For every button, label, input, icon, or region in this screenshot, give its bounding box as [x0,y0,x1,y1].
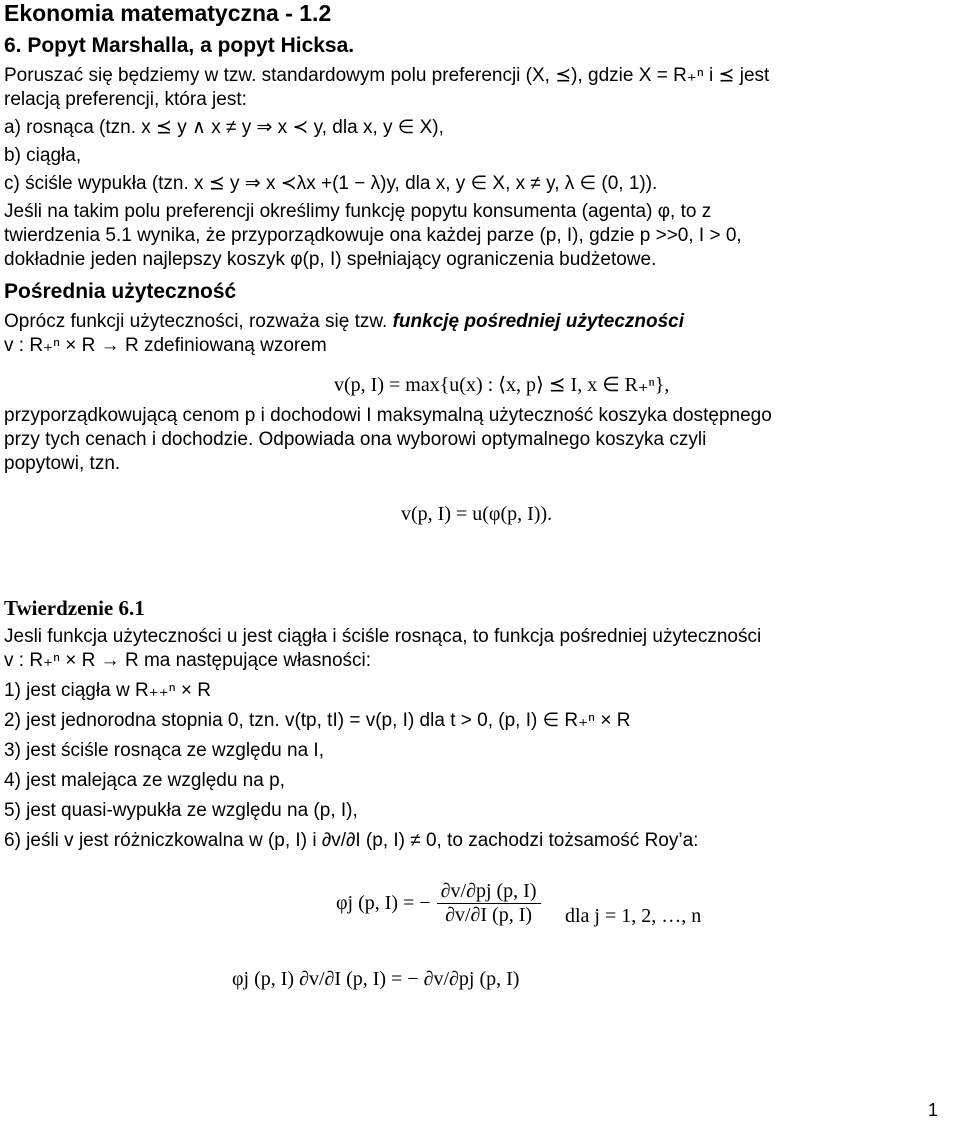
intro-item-a: a) rosnąca (tzn. x ⪯ y ∧ x ≠ y ⇒ x ≺ y, dla x, y ∈ X), [4,117,444,138]
roy-identity-product: φj (p, I) ∂v/∂I (p, I) = − ∂v/∂pj (p, I) [232,968,520,990]
indirect-line-5: popytowi, tzn. [4,453,121,474]
theorem-title: Twierdzenie 6.1 [4,596,145,620]
indirect-utility-term: funkcję pośredniej użyteczności [392,311,685,332]
page-number: 1 [927,1100,938,1120]
intro-line-4: twierdzenia 5.1 wynika, że przyporządkowuje ona każdej parze (p, I), gdzie p >>0, I > 0, [4,225,742,246]
intro-line-3: Jeśli na takim polu preferencji określimy funkcję popytu konsumenta (agenta) φ, to z [4,201,712,222]
indirect-line-3: przyporządkowującą cenom p i dochodowi I maksymalną użyteczność koszyka dostępnego [4,405,772,426]
theorem-prop-5: 5) jest quasi-wypukła ze względu na (p, I), [4,800,358,821]
indirect-line-1-prefix: Oprócz funkcji użyteczności, rozważa się tzw. [4,311,393,332]
theorem-prop-1: 1) jest ciągła w R₊₊ⁿ × R [4,680,212,701]
intro-line-1: Poruszać się będziemy w tzw. standardowym polu preferencji (X, ⪯), gdzie X = R₊ⁿ i ⪯ jest [4,65,770,86]
page [4,0,954,853]
roy-numerator: ∂v/∂pj (p, I) [437,880,541,904]
theorem-line-1: Jesli funkcja użyteczności u jest ciągła i ściśle rosnąca, to funkcja pośredniej użyteczności [4,626,762,647]
theorem-line-2: v : R₊ⁿ × R → R ma następujące własności: [4,650,372,671]
intro-line-5: dokładnie jeden najlepszy koszyk φ(p, I) spełniający ograniczenia budżetowe. [4,249,657,270]
theorem-prop-6: 6) jeśli v jest różniczkowalna w (p, I) i ∂v/∂I (p, I) ≠ 0, to zachodzi tożsamość Roy’a: [4,830,699,851]
equation-indirect-utility: v(p, I) = max{u(x) : ⟨x, p⟩ ⪯ I, x ∈ R₊ⁿ}, [334,374,670,396]
subsection-title: Pośrednia użyteczność [4,280,237,303]
theorem-prop-2: 2) jest jednorodna stopnia 0, tzn. v(tp, tI) = v(p, I) dla t > 0, (p, I) ∈ R₊ⁿ × R [4,710,631,731]
indirect-line-2: v : R₊ⁿ × R → R zdefiniowaną wzorem [4,335,327,356]
roy-lhs: φj (p, I) = − [336,892,431,914]
roy-denominator: ∂v/∂I (p, I) [445,904,533,926]
equation-indirect-demand: v(p, I) = u(φ(p, I)). [401,503,553,525]
theorem-prop-3: 3) jest ściśle rosnąca ze względu na I, [4,740,324,761]
intro-item-b: b) ciągła, [4,145,82,166]
intro-line-2: relacją preferencji, która jest: [4,89,247,110]
indirect-line-4: przy tych cenach i dochodzie. Odpowiada ona wyborowi optymalnego koszyka czyli [4,429,707,450]
roy-fraction [437,880,541,927]
roy-index-range: dla j = 1, 2, …, n [565,905,702,927]
page-title: Ekonomia matematyczna - 1.2 [4,0,332,26]
intro-item-c: c) ściśle wypukła (tzn. x ⪯ y ⇒ x ≺λx +(1 − λ)y, dla x, y ∈ X, x ≠ y, λ ∈ (0, 1)). [4,173,658,194]
section-title: 6. Popyt Marshalla, a popyt Hicksa. [4,34,355,57]
indirect-line-1 [4,310,954,334]
theorem-prop-4: 4) jest malejąca ze względu na p, [4,770,285,791]
